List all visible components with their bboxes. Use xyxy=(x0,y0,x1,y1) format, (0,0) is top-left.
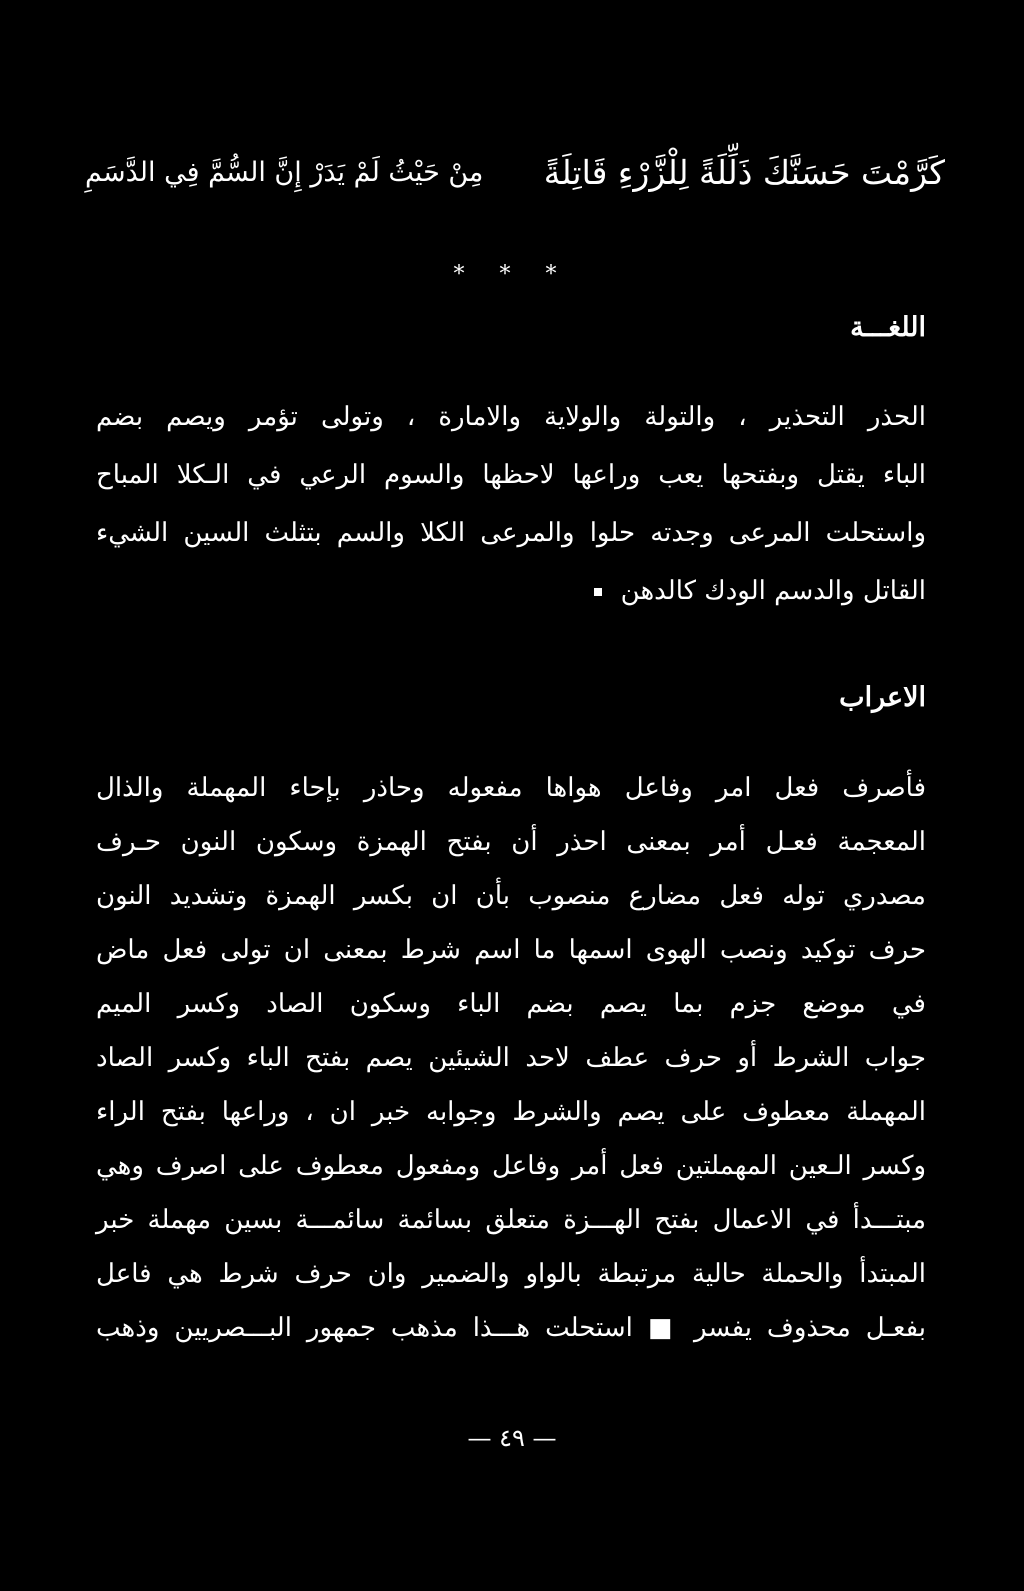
syntax-heading: الاعراب xyxy=(839,682,926,713)
syntax-line: فأصرف فعل امر وفاعل هواها مفعوله وحاذر بإحاء المهملة والذال xyxy=(96,773,926,803)
syntax-line: بفعـل محذوف يفسر ■ استحلت هـــذا مذهب جمهور البـــصريين وذهب xyxy=(96,1313,926,1343)
right-hemistich: كَرَّمْتَ حَسَنَّكَ ذَلِّلَةً لِلْزَّرْءِ قَاتِلَةً xyxy=(543,153,945,192)
syntax-line: في موضع جزم بما يصم بضم الباء وسكون الصاد وكسر الميم xyxy=(96,989,926,1019)
syntax-line: جواب الشرط أو حرف عطف لاحد الشيئين يصم بفتح الباء وكسر الصاد xyxy=(96,1043,926,1073)
syntax-paragraph xyxy=(96,761,926,1355)
section-separator: * * * xyxy=(453,262,571,287)
section-end-mark xyxy=(594,588,602,596)
language-paragraph xyxy=(96,388,926,620)
left-hemistich: مِنْ حَيْثُ لَمْ يَدَرْ إِنَّ السُّمَّ فِي الدَّسَمِ xyxy=(85,157,484,188)
poem-verse-line xyxy=(85,135,945,210)
syntax-line: المهملة معطوف على يصم والشرط وجوابه خبر ان ، وراعها بفتح الراء xyxy=(96,1097,926,1127)
language-heading: اللغـــة xyxy=(850,312,926,343)
page-number: — ٤٩ — xyxy=(467,1424,557,1452)
syntax-line: وكسر الـعين المهملتين فعل أمر وفاعل ومفعول معطوف على اصرف وهي xyxy=(96,1151,926,1181)
language-line: واستحلت المرعى وجدته حلوا والمرعى الكلا والسم بتثلث السين الشيء xyxy=(96,518,926,548)
language-line-last xyxy=(96,562,926,620)
language-line: الباء يقتل وبفتحها يعب وراعها لاحظها والسوم الرعي في الـكلا المباح xyxy=(96,460,926,490)
syntax-line: مبتـــدأ في الاعمال بفتح الهـــزة متعلق بسائمة سائمـــة بسين مهملة خبر xyxy=(96,1205,926,1235)
syntax-line: مصدري توله فعل مضارع منصوب بأن ان بكسر الهمزة وتشديد النون xyxy=(96,881,926,911)
syntax-line: حرف توكيد ونصب الهوى اسمها ما اسم شرط بمعنى ان تولى فعل ماض xyxy=(96,935,926,965)
language-line-text: القاتل والدسم الودك كالدهن xyxy=(620,576,926,606)
syntax-line: المبتدأ والحملة حالية مرتبطة بالواو والضمير وان حرف شرط هي فاعل xyxy=(96,1259,926,1289)
language-line: الحذر التحذير ، والتولة والولاية والامارة ، وتولى تؤمر ويصم بضم xyxy=(96,402,926,432)
syntax-line: المعجمة فعـل أمر بمعنى احذر أن بفتح الهمزة وسكون النون حـرف xyxy=(96,827,926,857)
